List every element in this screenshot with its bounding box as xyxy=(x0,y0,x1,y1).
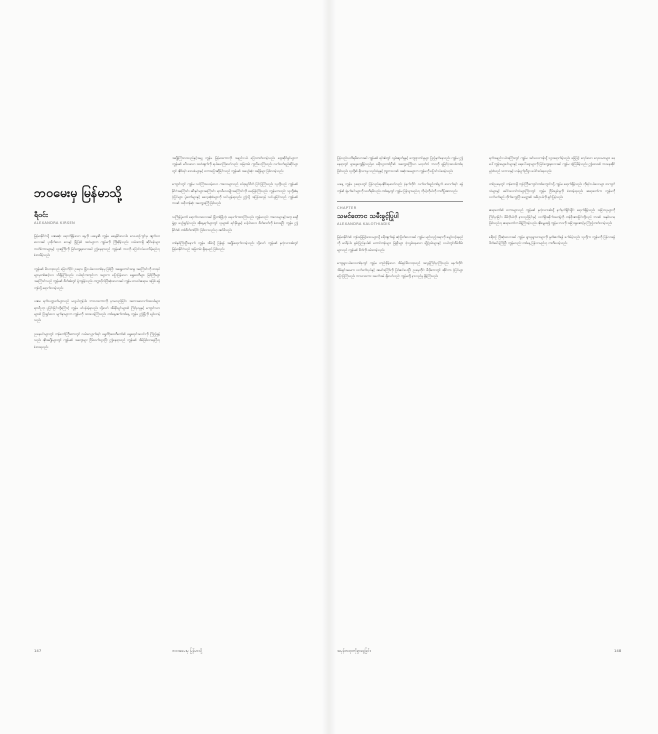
paragraph: တစ်နှစ်ကြာပြီးနောက် ကျွန်မ အိမ်သို့ ပြန်ရန် အချိန်ရောက်လာခဲ့သည်။ သို့သော် ကျွန်မ၏ နှလုံးသားထဲတွင် မြန်မာနိုင်ငံသည် အမြဲတမ်း ရှိနေမည် ဖြစ်သည်။ xyxy=(172,241,298,252)
folio-number-left: 147 xyxy=(34,648,42,653)
paragraph: မြန်မာနိုင်ငံသို့ ပထမဆုံး ရောက်ရှိခဲ့သော နေ့ကို ယနေ့ထိ ကျွန်မ မမေ့နိုင်သေးပါ။ လေယာဉ်ကွင်းမှ ထွက်လာသောအခါ ပူအိုက်သော လေနှင့် မြို့ပြ၏ အသံများက ကျွန်မကို ကြိုဆိုခဲ့သည်။ လမ်းဘေးရှိ ဆိုင်ခန်းများ၊ ဘတ်စ်ကားများနှင့် လူထုကြီးကို မြင်တွေ့ရသောအခါ ဤနေရာသည် ကျွန်မ၏ ဘဝကို ပြောင်းလဲပေးလိမ့်မည်ဟု ခံစားမိခဲ့သည်။ xyxy=(34,234,160,258)
left-column-2 xyxy=(172,155,298,555)
right-column-2 xyxy=(489,155,615,555)
byline-myanmar: ရီဝင်း xyxy=(34,211,48,219)
book-gutter xyxy=(322,0,336,734)
paragraph: ယနေ့ ကျွန်မ ဥရောပတွင် ပြန်လည်နေထိုင်နေသော်လည်း နံနက်တိုင်း လက်ဖက်ရည်တစ်ခွက် သောက်ရင်း ရန်ကုန်၏ နံနက်ခင်းများကို သတိရမိသည်။ တစ်နေ့တွင် ကျွန်မ ပြန်သွားမည်ဟု ကိုယ့်ကိုယ်ကို ကတိပြုထားသည်။ xyxy=(337,182,463,193)
running-head-left: ဘဝအမေးမှ မြန်မာသို့ xyxy=(172,648,203,653)
paragraph: ကျေးရွာငယ်လေးတစ်ခုတွင် ကျွန်မ တည်းခိုခဲ့သော အိမ်ရှင်မိသားစုသည် အလွန်ကြင်နာကြသည်။ မနက်တိုင်း အိမ်ရှင်အမေက လက်ဖက်သုပ်နှင့် ထမင်းကြော်ကို ပြင်ဆင်ပေးပြီး ညနေတိုင်း မီးဖိုဘေးတွင် ထိုင်ကာ ပုံပြင်များ ပြောပြကြသည်။ ဘာသာစကား အခက်အခဲ ရှိသော်လည်း ကျွန်မတို့ နားလည်မှု ရှိခဲ့ကြသည်။ xyxy=(337,261,463,279)
paragraph: ဆရာတော်၏ စကားများသည် ကျွန်မ၏ နှလုံးသားထဲသို့ နက်နက်ရှိုင်းရှိုင်း ရောက်ရှိခဲ့သည်။ အခြားသူများကို ကြင်နာခြင်း၊ မိမိကိုယ်ကို နားလည်ခြင်းနှင့် လက်ရှိအခိုက်အတန့်ကို တန်ဖိုးထားခြင်းတို့သည် ဘဝ၏ အနှစ်သာရ ဖြစ်သည်ဟု ဆရာတော်က မိန့်ကြားခဲ့သည်။ ထိုနေ့မှစ၍ ကျွန်မ ဘဝကို အခြားရှုထောင့်မှ ကြည့်တတ်လာခဲ့သည်။ xyxy=(489,208,615,226)
left-column-1 xyxy=(34,175,160,555)
folio-number-right: 148 xyxy=(614,648,622,653)
paragraph: ရက်အနည်းငယ်အကြာတွင် ကျွန်မ အင်းလေးကန်သို့ သွားရောက်ခဲ့သည်။ ခြေဖြင့် လှော်သော လှေသမားများ၊ ရေပေါ်ကျွန်းမျောခင်းများနှင့် ရေပေါ်ဈေးများကို မြင်တွေ့ရသောအခါ ကျွန်မ အံ့ဩမိခဲ့သည်။ ဤဒေသ၏ ဘဝနေထိုင်မှုပုံစံသည် သဘာဝနှင့် ဟန်ချက်ညီစွာ ပေါင်းစပ်နေသည်။ xyxy=(489,156,615,173)
right-column-1 xyxy=(337,155,463,555)
chapter-author: ALEXANDRA KALOTHIADIS xyxy=(337,222,391,227)
chapter-label: CHAPTER xyxy=(337,206,357,211)
paragraph: ခရီးစဉ် ပြီးဆုံးသောအခါ ကျွန်မ ရွာသူရွာသားများကို နှုတ်ဆက်ရန် ခက်ခဲခဲ့သည်။ သူတို့က ကျွန်မကို ပြန်လာရန် ဖိတ်ခေါ်ခဲ့ကြပြီး ကျွန်မလည်း တစ်နေ့ ပြန်လာမည်ဟု ကတိပေးခဲ့သည်။ xyxy=(489,234,615,246)
right-page xyxy=(329,0,658,734)
paragraph: မြန်မာနိုင်ငံ၏ ကုန်းမြေမြင့်ဒေသများသို့ ခရီးထွက်ရန် ဆုံးဖြတ်သောအခါ ကျွန်မ မည်သည့်အရာကို မျှော်လင့်ရမည်ကို မသိခဲ့ပါ။ ရှမ်းပြည်နယ်၏ တောင်တန်းများ၊ မြူခိုးများ ဖုံးလွှမ်းနေသော ချိုင့်ဝှမ်းများနှင့် လယ်ကွင်းစိမ်းစိမ်းများသည် ကျွန်မ၏ စိတ်ကို ဖမ်းစားခဲ့သည်။ xyxy=(337,235,463,252)
running-head-right: အမှန်တရားကိုရှာဖွေခြင်း xyxy=(337,648,371,653)
paragraph: ကျောင်းတွင် ကျွန်မ သင်ကြားပေးခဲ့သော ကလေးများသည် စပ်စုချင်စိတ် ပြင်းပြကြသည်။ သူတို့သည် ကျွန်မ၏ နိုင်ငံအကြောင်း၊ ဆီးနှင်းများအကြောင်း၊ ရာသီလေးမျိုးအကြောင်းကို မေးမြန်းကြသည်။ ကျွန်မကလည်း သူတို့ထံမှ ပုံပြင်များ၊ ပွဲတော်များနှင့် ဓလေ့ထုံးစံများကို သင်ယူခဲ့ရသည်။ ဤသို့ အပြန်အလှန် သင်ယူခြင်းသည် ကျွန်မ၏ ဘဝ၏ အဖိုးတန်ဆုံး အတွေ့အကြုံ ဖြစ်သည်။ xyxy=(172,182,298,206)
chapter-title: သမင်တောင သမီးခွင့်ပြုပါ xyxy=(337,212,399,221)
story-title: ဘဝမေးမှ မြန်မာသို့ xyxy=(34,185,122,200)
paragraph: တစ်ညနေတွင် ကန်ဘေးရှိ ဘုန်းကြီးကျောင်းတစ်ကျောင်းသို့ ကျွန်မ ရောက်ရှိခဲ့သည်။ ကိုရင်ငယ်လေးများ စာကျက်သံများနှင့် ခေါင်းလောင်းသံများကြားတွင် ကျွန်မ ငြိမ်းချမ်းမှုကို ခံစားခဲ့ရသည်။ ဆရာတော်က ကျွန်မကို လက်ဖက်ရည် တိုက်ကျွေးပြီး မေတ္တာ၏ အဓိပ္ပာယ်ကို ရှင်းပြခဲ့သည်။ xyxy=(489,182,615,200)
paragraph: ပထမ ရက်သတ္တပတ်များသည် မလွယ်ကူခဲ့ပါ။ ဘာသာစကားကို နားမလည်ခြင်း၊ အစားအသောက်အသစ်များ၊ ရာသီဥတု ပူပြင်းခြင်းတို့ကြောင့် ကျွန်မ ပင်ပန်းခဲ့ရသည်။ သို့သော် အိမ်နီးချင်းများ၏ ကြင်နာမှုနှင့် ကျောင်းသားများ၏ ပြုံးရွှင်သော မျက်နှာများက ကျွန်မကို အားပေးခဲ့ကြသည်။ တစ်နေ့ထက်တစ်နေ့ ကျွန်မ ဤမြို့ကို ချစ်လာခဲ့သည်။ xyxy=(34,299,160,323)
paragraph: သင်္ကြန်ပွဲတော် ရောက်လာသောအခါ မြို့တစ်မြို့လုံး ရေပက်ကစားကြသည်။ ကျွန်မလည်း ကလေးများနှင့်အတူ ရေစိုရွှဲစွာ ပျော်ရွှင်ခဲ့သည်။ ထိုနေ့ရက်များတွင် လူများ၏ ရင်းနှီးမှုနှင့် ပေါ့ပါးသော စိတ်ဓာတ်ကို ခံစားရပြီး ကျွန်မ ဤနိုင်ငံ၏ တစ်စိတ်တစ်ပိုင်း ဖြစ်လာသည်ဟု ထင်မိသည်။ xyxy=(172,214,298,232)
paragraph: ညနေခင်းများတွင် ကန်တော်ကြီးဘေးတွင် လမ်းလျှောက်ရင်း ရွှေတိဂုံစေတီတော်၏ ရွှေရောင်အလင်းကို ကြည့်ရှုခဲ့သည်။ ထိုအချိန်များတွင် ကျွန်မ၏ အတွေးများ ငြိမ်သက်သွားပြီး ဤနေရာသည် ကျွန်မ၏ အိမ်ဖြစ်လာနေပြီဟု ခံစားရသည်။ xyxy=(34,331,160,349)
chapter-divider xyxy=(337,201,463,202)
paragraph: ကျွန်မ၏ မိသားစုသည် မြောက်ပိုင်း ဥရောပ မြို့ငယ်လေးတစ်ခုမှ ဖြစ်ပြီး အရှေ့တောင်အာရှ အကြောင်းကို စာအုပ်များမှတစ်ဆင့်သာ သိရှိခဲ့ကြသည်။ ငယ်စဉ်ကတည်းက အဖွားက ပြောပြခဲ့သော ရွှေစေတီများ၊ မြစ်ကြီးများ အကြောင်းသည် ကျွန်မ၏ စိတ်ထဲတွင် စွဲကျန်ခဲ့သည်။ တက္ကသိုလ်ပြီးဆုံးသောအခါ ကျွန်မ စာသင်ဆရာမ အဖြစ် ရန်ကုန်သို့ ရောက်လာခဲ့သည်။ xyxy=(34,266,160,290)
paragraph: ပြန်လည်သတိရမိသောအခါ ကျွန်မ၏ ရင်ထဲတွင် လွမ်းဆွတ်မှုနှင့် ကျေးဇူးတင်မှုများ ပြည့်နှက်နေသည်။ ကျွန်မ ဤနေရာတွင် ရှာဖွေတွေ့ရှိခဲ့သည်မှာ ခရီးသွားတစ်ဦး၏ အတွေ့အကြုံသာ မဟုတ်ဘဲ ဘဝကို ရှုမြင်ပုံအသစ်တစ်ခု ဖြစ်သည်။ လူတို့၏ ရိုးသားမှု၊ သည်းခံမှုနှင့် ဗုဒ္ဓဘာသာ၏ အဆုံးအမများက ကျွန်မကို ပြောင်းလဲစေခဲ့သည်။ xyxy=(337,156,463,173)
paragraph: အချိန်ကြာလာသည်နှင့်အမျှ ကျွန်မ မြန်မာစကားကို အနည်းငယ် ပြောတတ်လာခဲ့သည်။ ဈေးဆိုင်ရှင်များက ကျွန်မ၏ မပီသသော အသံထွက်ကို ရယ်မောကြသော်လည်း အမြဲတမ်း ကူညီပေးကြသည်။ လက်ဖက်ရည်ဆိုင်များတွင် ထိုင်ရင်း ဒေသခံများနှင့် စကားပြောဆိုခြင်းသည် ကျွန်မ၏ အပျော်ဆုံး အချိန်များ ဖြစ်လာခဲ့သည်။ xyxy=(172,156,298,173)
byline-english: ALEXANDRA KIRSEN xyxy=(34,221,76,225)
